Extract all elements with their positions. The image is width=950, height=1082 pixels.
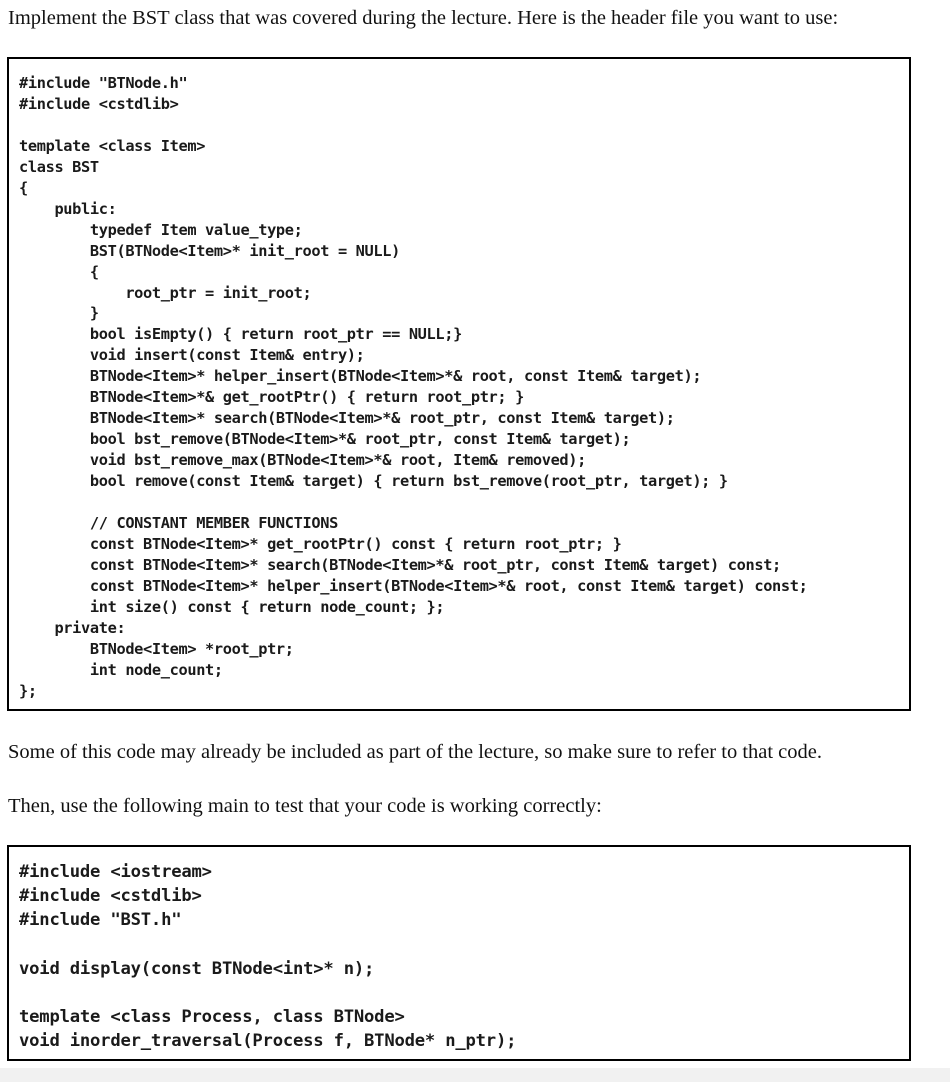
header-code: #include "BTNode.h" #include <cstdlib> template <class Item> class BST { public: typedef Item value_type; BST(BTNode<Item>* init_root = NULL) { root_ptr = init_root; } bool isEmpty() { return root_ptr == NULL;} void insert(const Item& entry); BTNode<Item>* helper_insert(BTNode<Item>*& root, const Item& target); BTNode<Item>*& get_rootPtr() { return root_ptr; } BTNode<Item>* search(BTNode<Item>*& root_ptr, const Item& target); bool bst_remove(BTNode<Item>*& root_ptr, const Item& target); void bst_remove_max(BTNode<Item>*& root, Item& removed); bool remove(const Item& target) { return bst_remove(root_ptr, target); } // CONSTANT MEMBER FUNCTIONS const BTNode<Item>* get_rootPtr() const { return root_ptr; } const BTNode<Item>* search(BTNode<Item>*& root_ptr, const Item& target) const; const BTNode<Item>* helper_insert(BTNode<Item>*& root, const Item& target) const; int size() const { return node_count; }; private: BTNode<Item> *root_ptr; int node_count; }; (19, 74, 808, 700)
page-bottom-edge (0, 1068, 950, 1082)
intro-paragraph: Implement the BST class that was covered during the lecture. Here is the header file you want to use: (8, 7, 839, 29)
header-code-block (7, 57, 911, 711)
main-code: #include <iostream> #include <cstdlib> #include "BST.h" void display(const BTNode<int>* n); template <class Process, class BTNode> void inorder_traversal(Process f, BTNode* n_ptr); (19, 862, 517, 1052)
note-paragraph: Some of this code may already be included as part of the lecture, so make sure to refer to that code. (8, 741, 823, 763)
then-paragraph: Then, use the following main to test that your code is working correctly: (8, 795, 602, 817)
main-code-block (7, 845, 911, 1061)
